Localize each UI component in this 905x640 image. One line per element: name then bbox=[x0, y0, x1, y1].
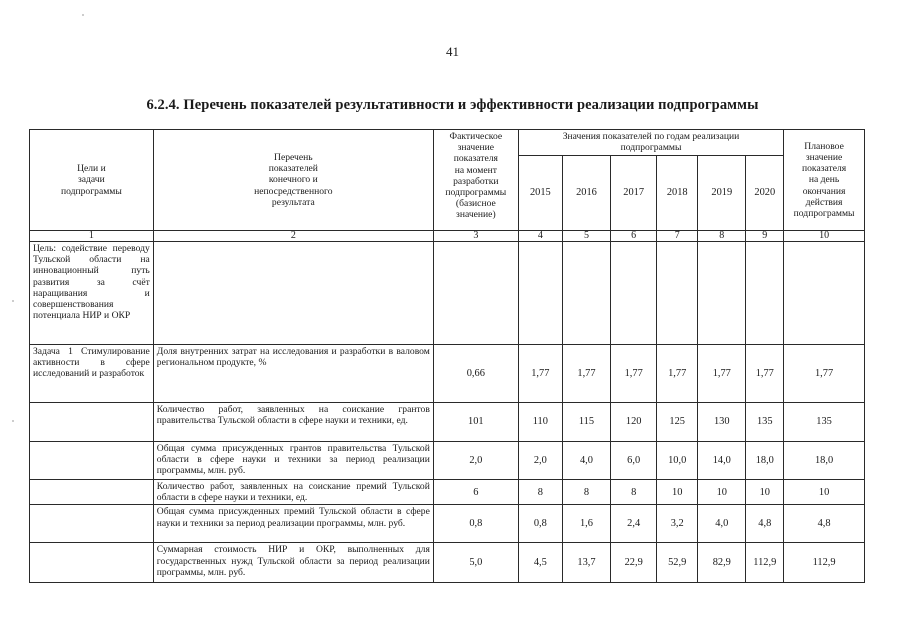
year-value-2015: 4,5 bbox=[518, 543, 562, 583]
page-number: 41 bbox=[446, 44, 459, 59]
column-number: 2 bbox=[153, 231, 433, 242]
actual-value: 0,8 bbox=[433, 505, 518, 543]
column-number: 6 bbox=[611, 231, 657, 242]
year-value-2016: 1,77 bbox=[562, 345, 610, 403]
section-heading: 6.2.4. Перечень показателей результативности и эффективности реализации подпрограммы bbox=[146, 97, 759, 113]
column-number: 10 bbox=[784, 231, 865, 242]
goal-cell: Цель: содействие переводу Тульской области на инновационный путь развития за счёт наращивания и совершенствования потенциала НИР и ОКР bbox=[30, 242, 154, 345]
planned-value: 1,77 bbox=[784, 345, 865, 403]
actual-value: 6 bbox=[433, 480, 518, 505]
year-value-2017: 120 bbox=[611, 403, 657, 442]
year-value-2017: 22,9 bbox=[611, 543, 657, 583]
year-value-2016: 1,6 bbox=[562, 505, 610, 543]
empty-task-cell bbox=[30, 480, 154, 505]
planned-value: 4,8 bbox=[784, 505, 865, 543]
goal-row bbox=[30, 242, 865, 345]
planned-value: 112,9 bbox=[784, 543, 865, 583]
indicator-row bbox=[30, 403, 865, 442]
column-number: 8 bbox=[698, 231, 746, 242]
year-value-2018: 3,2 bbox=[657, 505, 698, 543]
year-value-2018: 125 bbox=[657, 403, 698, 442]
column-number: 7 bbox=[657, 231, 698, 242]
empty-task-cell bbox=[30, 505, 154, 543]
year-value-2017: 2,4 bbox=[611, 505, 657, 543]
indicator-name: Доля внутренних затрат на исследования и разработки в валовом региональном продукте, % bbox=[153, 345, 433, 403]
indicator-row bbox=[30, 480, 865, 505]
column-number: 5 bbox=[562, 231, 610, 242]
column-number: 3 bbox=[433, 231, 518, 242]
indicator-name: Количество работ, заявленных на соискание грантов правительства Тульской области в сфере науки и техники, ед. bbox=[153, 403, 433, 442]
indicator-row bbox=[30, 543, 865, 583]
indicator-name: Количество работ, заявленных на соискание премий Тульской области в сфере науки и техники, ед. bbox=[153, 480, 433, 505]
header-year-2016: 2016 bbox=[562, 156, 610, 231]
column-number: 1 bbox=[30, 231, 154, 242]
indicator-row bbox=[30, 505, 865, 543]
indicator-name: Суммарная стоимость НИР и ОКР, выполненных для государственных нужд Тульской области за период реализации программы, млн. руб. bbox=[153, 543, 433, 583]
year-value-2019: 130 bbox=[698, 403, 746, 442]
year-value-2020: 10 bbox=[746, 480, 784, 505]
column-number: 9 bbox=[746, 231, 784, 242]
empty-task-cell bbox=[30, 403, 154, 442]
planned-value: 10 bbox=[784, 480, 865, 505]
year-value-2020: 1,77 bbox=[746, 345, 784, 403]
actual-value: 5,0 bbox=[433, 543, 518, 583]
scan-artifact bbox=[12, 300, 14, 302]
planned-value: 18,0 bbox=[784, 442, 865, 480]
year-value-2015: 8 bbox=[518, 480, 562, 505]
year-value-2016: 4,0 bbox=[562, 442, 610, 480]
header-actual-value: Фактическое значение показателя на момент разработки подпрограммы (базисное значение) bbox=[433, 130, 518, 231]
year-value-2020: 135 bbox=[746, 403, 784, 442]
indicators-table bbox=[29, 129, 865, 583]
year-value-2015: 0,8 bbox=[518, 505, 562, 543]
year-value-2020: 4,8 bbox=[746, 505, 784, 543]
header-year-2020: 2020 bbox=[746, 156, 784, 231]
header-values-by-year: Значения показателей по годам реализации подпрограммы bbox=[518, 130, 783, 156]
year-value-2016: 13,7 bbox=[562, 543, 610, 583]
indicator-row bbox=[30, 442, 865, 480]
indicator-name: Общая сумма присужденных премий Тульской области в сфере науки и техники за период реализации программы, млн. руб. bbox=[153, 505, 433, 543]
header-year-2019: 2019 bbox=[698, 156, 746, 231]
year-value-2016: 8 bbox=[562, 480, 610, 505]
task-cell: Задача 1 Стимулирование активности в сфере исследований и разработок bbox=[30, 345, 154, 403]
year-value-2020: 112,9 bbox=[746, 543, 784, 583]
year-value-2019: 10 bbox=[698, 480, 746, 505]
header-indicators: Перечень показателей конечного и непосредственного результата bbox=[153, 130, 433, 231]
header-year-2017: 2017 bbox=[611, 156, 657, 231]
scan-artifact bbox=[12, 420, 14, 422]
year-value-2015: 110 bbox=[518, 403, 562, 442]
year-value-2015: 2,0 bbox=[518, 442, 562, 480]
year-value-2019: 14,0 bbox=[698, 442, 746, 480]
year-value-2017: 1,77 bbox=[611, 345, 657, 403]
year-value-2018: 1,77 bbox=[657, 345, 698, 403]
year-value-2017: 6,0 bbox=[611, 442, 657, 480]
year-value-2019: 82,9 bbox=[698, 543, 746, 583]
actual-value: 101 bbox=[433, 403, 518, 442]
year-value-2018: 10,0 bbox=[657, 442, 698, 480]
scan-artifact bbox=[82, 14, 84, 16]
year-value-2016: 115 bbox=[562, 403, 610, 442]
header-year-2015: 2015 bbox=[518, 156, 562, 231]
header-year-2018: 2018 bbox=[657, 156, 698, 231]
year-value-2019: 4,0 bbox=[698, 505, 746, 543]
indicator-row bbox=[30, 345, 865, 403]
actual-value: 2,0 bbox=[433, 442, 518, 480]
year-value-2017: 8 bbox=[611, 480, 657, 505]
empty-task-cell bbox=[30, 442, 154, 480]
year-value-2019: 1,77 bbox=[698, 345, 746, 403]
column-number: 4 bbox=[518, 231, 562, 242]
indicator-name: Общая сумма присужденных грантов правительства Тульской области в сфере науки и техники за период реализации программы, млн. руб. bbox=[153, 442, 433, 480]
year-value-2018: 10 bbox=[657, 480, 698, 505]
header-planned-value: Плановое значение показателя на день окончания действия подпрограммы bbox=[784, 130, 865, 231]
year-value-2020: 18,0 bbox=[746, 442, 784, 480]
planned-value: 135 bbox=[784, 403, 865, 442]
header-goals: Цели и задачи подпрограммы bbox=[30, 130, 154, 231]
year-value-2018: 52,9 bbox=[657, 543, 698, 583]
actual-value: 0,66 bbox=[433, 345, 518, 403]
empty-task-cell bbox=[30, 543, 154, 583]
year-value-2015: 1,77 bbox=[518, 345, 562, 403]
